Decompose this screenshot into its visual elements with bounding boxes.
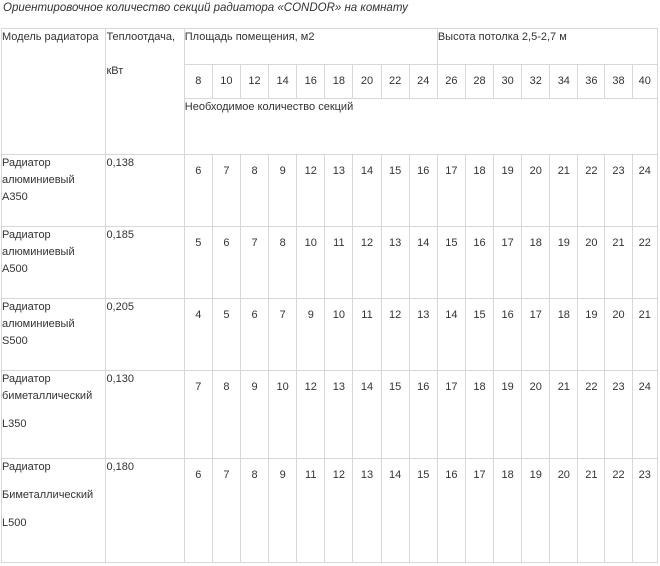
heat-output-cell: 0,138 (106, 155, 184, 227)
model-name-line: Радиатор (2, 157, 51, 169)
section-count-cell: 18 (522, 227, 550, 299)
section-count-cell: 14 (437, 299, 465, 371)
section-count-cell: 13 (409, 299, 437, 371)
table-row (2, 299, 658, 371)
section-count-cell: 20 (605, 299, 632, 371)
table-caption: Ориентировочное количество секций радиатора «CONDOR» на комнату (3, 2, 408, 14)
section-count-cell: 7 (240, 227, 268, 299)
section-count-cell: 12 (325, 459, 353, 563)
area-header-cell: 8 (184, 65, 212, 99)
model-name-line: алюминиевый (2, 246, 75, 258)
section-count-cell: 17 (494, 227, 522, 299)
heat-output-cell: 0,180 (106, 459, 184, 563)
section-count-cell: 15 (437, 227, 465, 299)
section-count-cell: 17 (465, 459, 493, 563)
area-header-cell: 30 (494, 65, 522, 99)
section-count-cell: 9 (269, 459, 297, 563)
section-count-cell: 19 (494, 155, 522, 227)
section-count-cell: 17 (437, 371, 465, 459)
area-header-cell: 20 (353, 65, 381, 99)
section-count-cell: 16 (465, 227, 493, 299)
area-header-cell: 24 (409, 65, 437, 99)
section-count-cell: 15 (465, 299, 493, 371)
section-count-cell: 22 (578, 371, 605, 459)
model-name-line: L350 (2, 418, 27, 430)
section-count-cell: 6 (240, 299, 268, 371)
model-name-line: биметаллический (2, 390, 93, 402)
section-count-cell: 8 (212, 371, 240, 459)
section-count-cell: 5 (212, 299, 240, 371)
section-count-cell: 21 (550, 155, 578, 227)
model-name-line: алюминиевый (2, 174, 75, 186)
section-count-cell: 21 (605, 227, 632, 299)
section-count-cell: 24 (632, 155, 657, 227)
model-name-line: Радиатор (2, 229, 51, 241)
section-count-cell: 16 (437, 459, 465, 563)
model-name-line: А350 (2, 191, 28, 203)
column-header-model: Модель радиатора (2, 29, 106, 155)
table-row (2, 459, 658, 563)
section-count-cell: 14 (409, 227, 437, 299)
section-count-cell: 4 (184, 299, 212, 371)
section-count-cell: 15 (381, 371, 409, 459)
section-count-cell: 8 (240, 155, 268, 227)
section-count-cell: 9 (297, 299, 325, 371)
area-header-cell: 38 (605, 65, 632, 99)
model-name-line: Биметаллический (2, 489, 94, 501)
area-header-cell: 16 (297, 65, 325, 99)
section-count-cell: 21 (550, 371, 578, 459)
section-count-cell: 22 (605, 459, 632, 563)
section-count-cell: 13 (381, 227, 409, 299)
section-count-cell: 12 (353, 227, 381, 299)
area-header-cell: 28 (465, 65, 493, 99)
section-count-cell: 20 (522, 371, 550, 459)
section-count-cell: 7 (212, 459, 240, 563)
model-name-line: L500 (2, 517, 27, 529)
column-header-heat-output: Теплоотдача, кВт (106, 29, 184, 155)
heat-output-cell: 0,205 (106, 299, 184, 371)
table-row (2, 227, 658, 299)
section-count-cell: 14 (353, 155, 381, 227)
section-count-cell: 17 (437, 155, 465, 227)
area-header-cell: 12 (240, 65, 268, 99)
model-name-cell (2, 299, 106, 371)
section-count-cell: 19 (550, 227, 578, 299)
area-header-cell: 22 (381, 65, 409, 99)
section-count-cell: 12 (381, 299, 409, 371)
header-row-titles (2, 29, 658, 65)
section-count-cell: 14 (353, 371, 381, 459)
section-count-cell: 12 (297, 371, 325, 459)
section-count-cell: 22 (632, 227, 657, 299)
section-count-cell: 18 (494, 459, 522, 563)
section-count-cell: 23 (605, 371, 632, 459)
section-count-cell: 16 (409, 371, 437, 459)
section-count-cell: 11 (325, 227, 353, 299)
section-count-cell: 5 (184, 227, 212, 299)
model-name-line: алюминиевый (2, 318, 75, 330)
section-count-cell: 19 (522, 459, 550, 563)
section-count-cell: 24 (632, 371, 657, 459)
section-count-cell: 22 (578, 155, 605, 227)
section-count-cell: 23 (605, 155, 632, 227)
column-header-sections-needed: Необходимое количество секций (184, 99, 657, 155)
section-count-cell: 10 (297, 227, 325, 299)
section-count-cell: 13 (325, 155, 353, 227)
section-count-cell: 19 (578, 299, 605, 371)
section-count-cell: 6 (212, 227, 240, 299)
section-count-cell: 13 (325, 371, 353, 459)
heat-output-cell: 0,130 (106, 371, 184, 459)
section-count-cell: 23 (632, 459, 657, 563)
section-count-cell: 7 (212, 155, 240, 227)
model-name-cell (2, 227, 106, 299)
section-count-cell: 10 (325, 299, 353, 371)
section-count-cell: 8 (269, 227, 297, 299)
model-name-cell (2, 459, 106, 563)
section-count-cell: 20 (522, 155, 550, 227)
section-count-cell: 11 (353, 299, 381, 371)
section-count-cell: 9 (240, 371, 268, 459)
model-name-line: Радиатор (2, 461, 51, 473)
area-header-cell: 40 (632, 65, 657, 99)
section-count-cell: 14 (381, 459, 409, 563)
area-header-cell: 10 (212, 65, 240, 99)
section-count-cell: 9 (269, 155, 297, 227)
section-count-cell: 18 (550, 299, 578, 371)
section-count-cell: 20 (578, 227, 605, 299)
area-header-cell: 18 (325, 65, 353, 99)
area-header-cell: 26 (437, 65, 465, 99)
radiator-sections-table (1, 28, 658, 563)
section-count-cell: 15 (409, 459, 437, 563)
model-name-line: Радиатор (2, 373, 51, 385)
section-count-cell: 18 (465, 371, 493, 459)
section-count-cell: 16 (494, 299, 522, 371)
area-header-cell: 32 (522, 65, 550, 99)
section-count-cell: 21 (632, 299, 657, 371)
section-count-cell: 7 (184, 371, 212, 459)
model-name-line: А500 (2, 263, 28, 275)
section-count-cell: 15 (381, 155, 409, 227)
section-count-cell: 7 (269, 299, 297, 371)
model-name-line: S500 (2, 335, 28, 347)
section-count-cell: 13 (353, 459, 381, 563)
section-count-cell: 16 (409, 155, 437, 227)
table-row (2, 155, 658, 227)
section-count-cell: 19 (494, 371, 522, 459)
section-count-cell: 11 (297, 459, 325, 563)
model-name-line: Радиатор (2, 301, 51, 313)
column-header-ceiling-height: Высота потолка 2,5-2,7 м (437, 29, 657, 65)
section-count-cell: 18 (465, 155, 493, 227)
section-count-cell: 12 (297, 155, 325, 227)
section-count-cell: 6 (184, 459, 212, 563)
section-count-cell: 10 (269, 371, 297, 459)
section-count-cell: 21 (578, 459, 605, 563)
section-count-cell: 8 (240, 459, 268, 563)
column-header-room-area: Площадь помещения, м2 (184, 29, 437, 65)
model-name-cell (2, 371, 106, 459)
area-header-cell: 34 (550, 65, 578, 99)
section-count-cell: 17 (522, 299, 550, 371)
area-header-cell: 14 (269, 65, 297, 99)
area-header-cell: 36 (578, 65, 605, 99)
section-count-cell: 20 (550, 459, 578, 563)
heat-output-cell: 0,185 (106, 227, 184, 299)
section-count-cell: 6 (184, 155, 212, 227)
table-row (2, 371, 658, 459)
model-name-cell (2, 155, 106, 227)
